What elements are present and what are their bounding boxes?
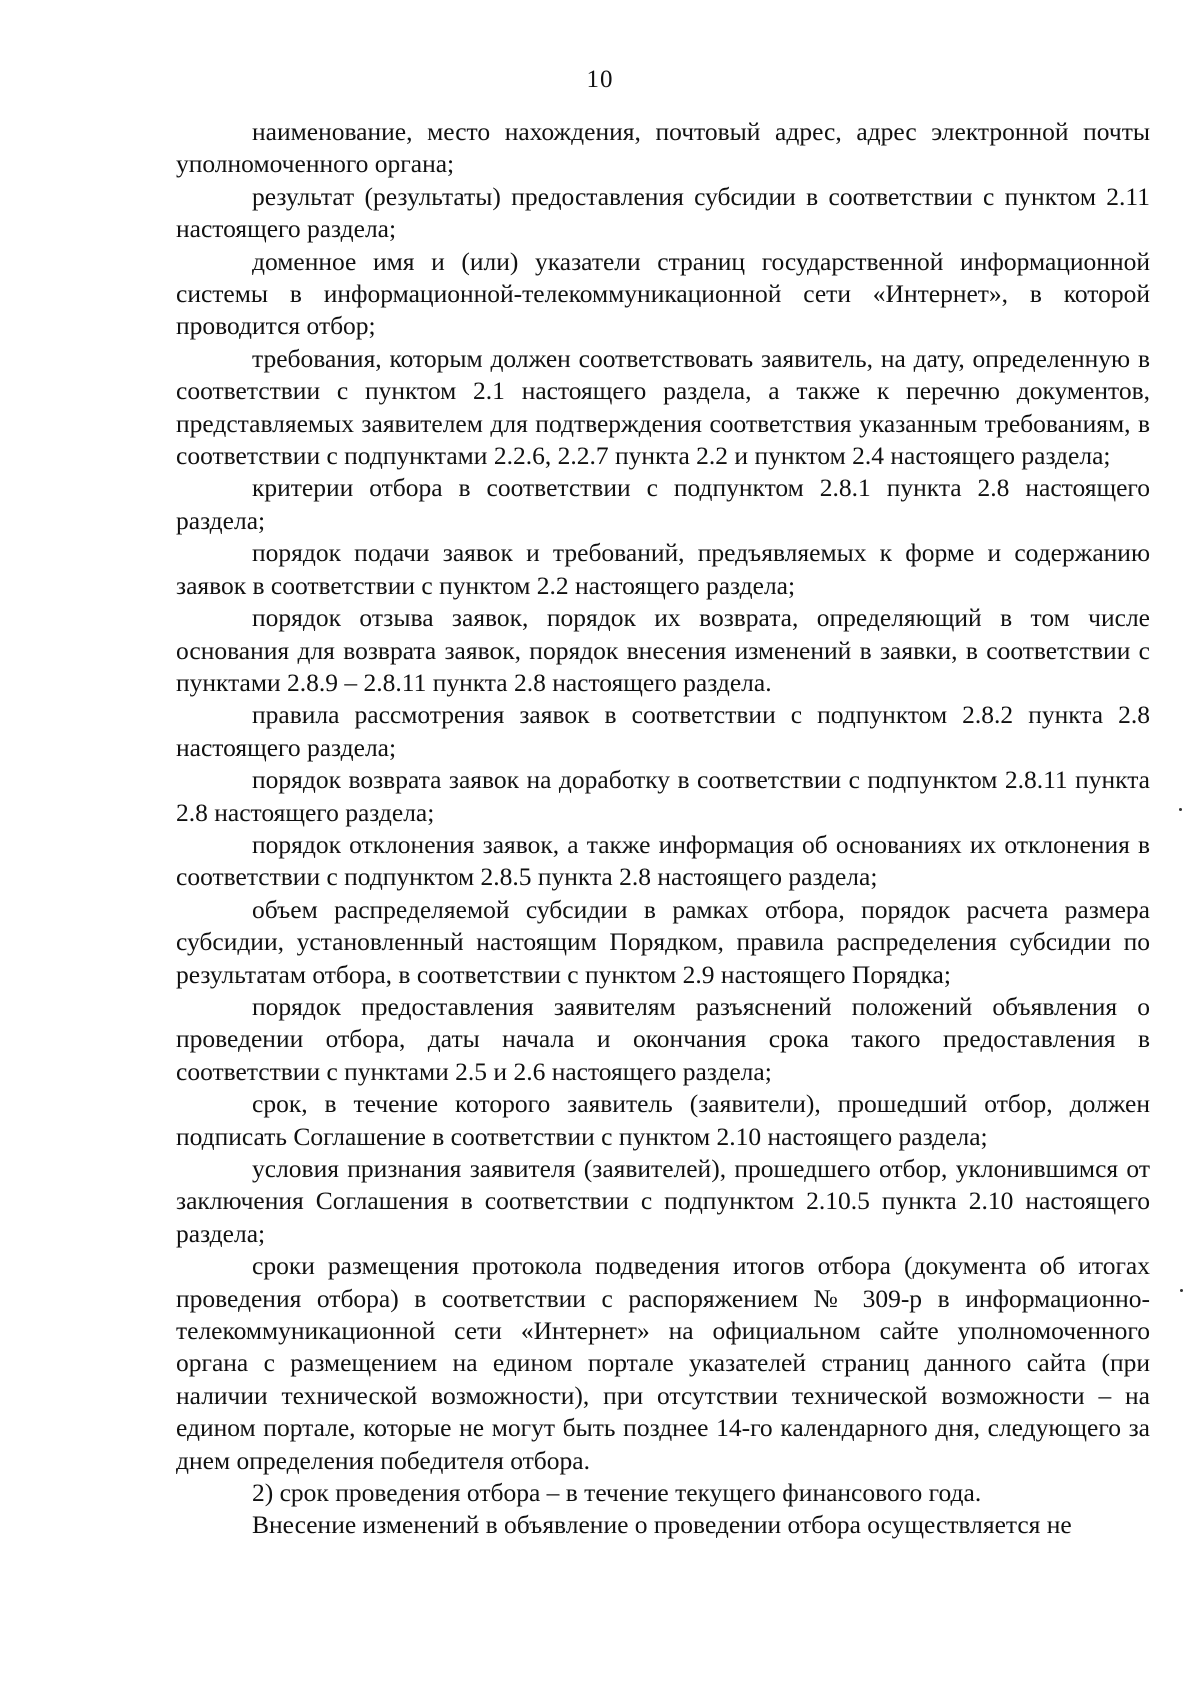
paragraph-6: порядок подачи заявок и требований, предъявляемых к форме и содержанию заявок в соответствии с пунктом 2.2 настоящего раздела; — [176, 538, 1150, 600]
paragraph-7: порядок отзыва заявок, порядок их возврата, определяющий в том числе основания для возврата заявок, порядок внесения изменений в заявки, в соответствии с пунктами 2.8.9 – 2.8.11 пункта 2.8 настоящего раздела. — [176, 603, 1150, 697]
scan-speck — [1180, 1289, 1183, 1292]
paragraph-14: условия признания заявителя (заявителей), прошедшего отбор, уклонившимся от заключения Соглашения в соответствии с подпунктом 2.10.5 пункта 2.10 настоящего раздела; — [176, 1154, 1150, 1248]
paragraph-15: сроки размещения протокола подведения итогов отбора (документа об итогах проведения отбора) в соответствии с распоряжением № 309-р в информационно-телекоммуникационной сети «Интернет» на официальном сайте уполномоченного органа с размещением на едином портале указателей страниц данного сайта (при наличии технической возможности), при отсутствии технической возможности – на едином портале, которые не могут быть позднее 14-го календарного дня, следующего за днем определения победителя отбора. — [176, 1251, 1150, 1475]
document-body — [176, 116, 1150, 1542]
paragraph-12: порядок предоставления заявителям разъяснений положений объявления о проведении отбора, даты начала и окончания срока такого предоставления в соответствии с пунктами 2.5 и 2.6 настоящего раздела; — [176, 991, 1150, 1086]
paragraph-10: порядок отклонения заявок, а также информация об основаниях их отклонения в соответствии с подпунктом 2.8.5 пункта 2.8 настоящего раздела; — [176, 829, 1150, 892]
paragraph-8: правила рассмотрения заявок в соответствии с подпунктом 2.8.2 пункта 2.8 настоящего раздела; — [176, 700, 1150, 762]
paragraph-11: объем распределяемой субсидии в рамках отбора, порядок расчета размера субсидии, установленный настоящим Порядком, правила распределения субсидии по результатам отбора, в соответствии с пунктом 2.9 настоящего Порядка; — [176, 894, 1150, 989]
paragraph-5: критерии отбора в соответствии с подпунктом 2.8.1 пункта 2.8 настоящего раздела; — [176, 473, 1150, 535]
paragraph-16: 2) срок проведения отбора – в течение текущего финансового года. — [252, 1478, 982, 1508]
paragraph-1: наименование, место нахождения, почтовый адрес, адрес электронной почты уполномоченного органа; — [176, 117, 1150, 179]
scan-speck — [1179, 808, 1182, 811]
paragraph-17: Внесение изменений в объявление о проведении отбора осуществляется не — [252, 1510, 1072, 1540]
paragraph-13: срок, в течение которого заявитель (заявители), прошедший отбор, должен подписать Соглашение в соответствии с пунктом 2.10 настоящего раздела; — [176, 1089, 1150, 1151]
paragraph-9: порядок возврата заявок на доработку в соответствии с подпунктом 2.8.11 пункта 2.8 настоящего раздела; — [176, 765, 1150, 827]
paragraph-4: требования, которым должен соответствовать заявитель, на дату, определенную в соответствии с пунктом 2.1 настоящего раздела, а также к перечню документов, представляемых заявителем для подтверждения соответствия указанным требованиям, в соответствии с подпунктами 2.2.6, 2.2.7 пункта 2.2 и пунктом 2.4 настоящего раздела; — [176, 343, 1150, 471]
paragraph-2: результат (результаты) предоставления субсидии в соответствии с пунктом 2.11 настоящего раздела; — [176, 181, 1150, 244]
page-number: 10 — [586, 66, 614, 93]
paragraph-3: доменное имя и (или) указатели страниц государственной информационной системы в информационной-телекоммуникационной сети «Интернет», в которой проводится отбор; — [176, 246, 1150, 341]
